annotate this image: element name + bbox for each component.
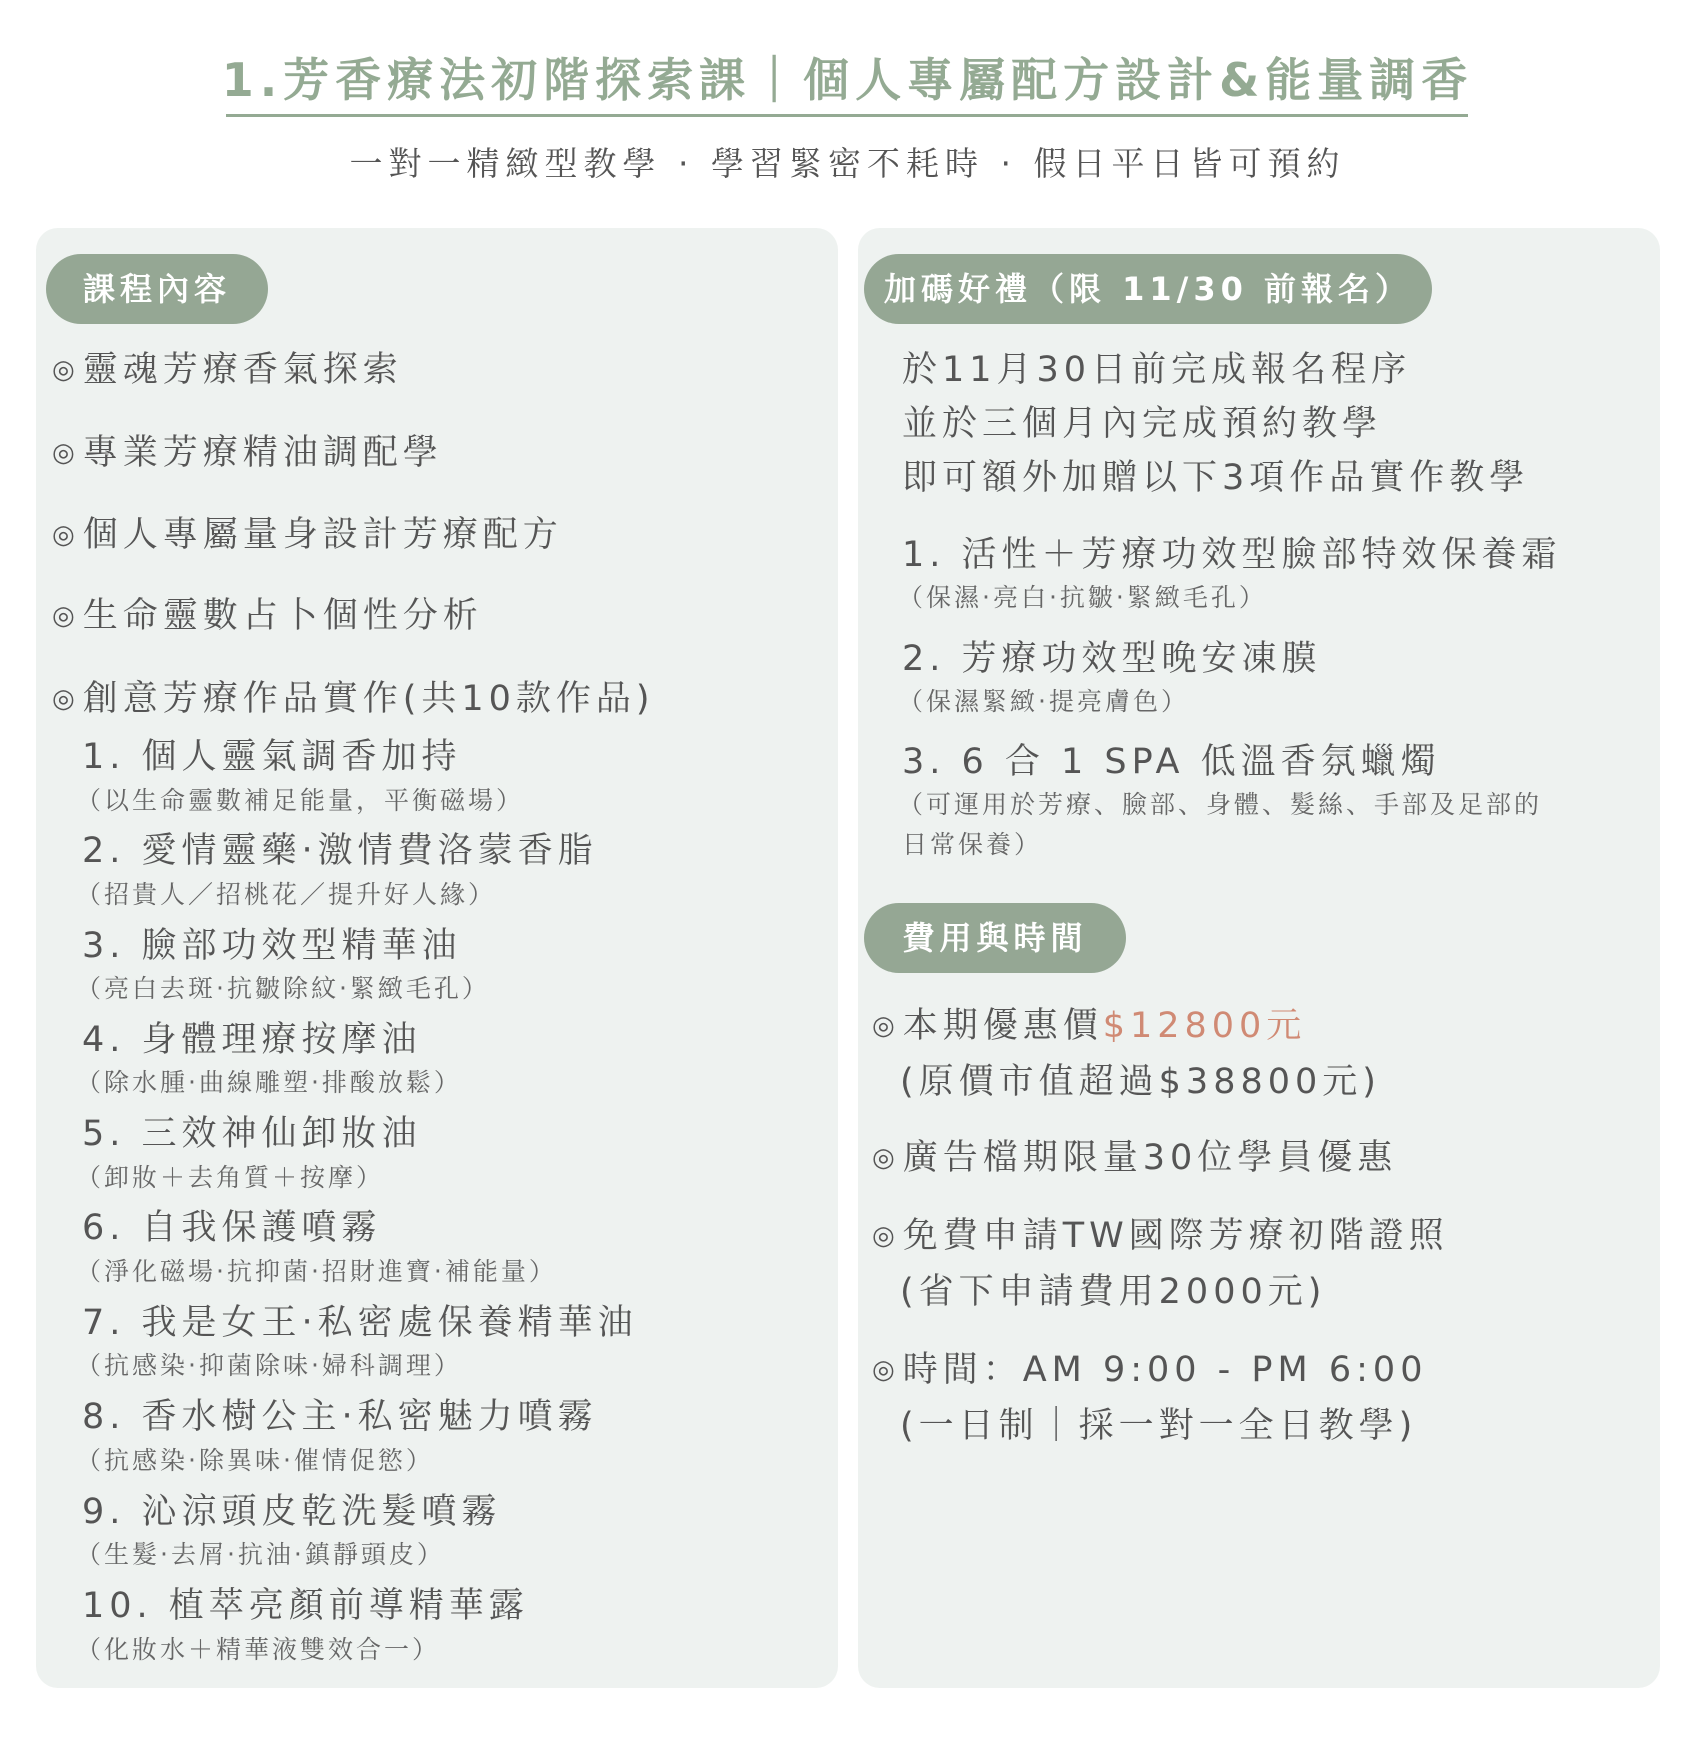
work-item-note: （以生命靈數補足能量，平衡磁場） (76, 786, 525, 815)
fee-cert-item (872, 1214, 1449, 1258)
work-item-title: 4. 身體理療按摩油 (82, 1020, 422, 1060)
price-value: $12800元 (1102, 1006, 1307, 1046)
work-item-note: （抗感染‧抑菌除味‧婦科調理） (76, 1351, 462, 1380)
course-bullet-text: 創意芳療作品實作(共10款作品) (82, 679, 655, 719)
bonus-item-title: 3. 6 合 1 SPA 低溫香氛蠟燭 (902, 742, 1441, 782)
cert-note: (省下申請費用2000元) (900, 1272, 1327, 1312)
bullet-icon: ◎ (52, 601, 75, 631)
fee-time-item (872, 1348, 1427, 1392)
course-bullet-text: 專業芳療精油調配學 (82, 433, 443, 473)
work-item-title: 3. 臉部功效型精華油 (82, 926, 462, 966)
work-item-title: 6. 自我保護噴霧 (82, 1208, 382, 1248)
work-item-note: （卸妝＋去角質＋按摩） (76, 1163, 385, 1192)
bullet-icon: ◎ (872, 1221, 895, 1251)
work-item-note: （除水腫‧曲線雕塑‧排酸放鬆） (76, 1068, 462, 1097)
page-subtitle: 一對一精緻型教學 · 學習緊密不耗時 · 假日平日皆可預約 (349, 144, 1346, 183)
fee-price-item (872, 1004, 1306, 1048)
fee-heading: 費用與時間 (864, 903, 1126, 973)
bullet-icon: ◎ (872, 1355, 895, 1385)
bonus-intro-line: 並於三個月內完成預約教學 (902, 404, 1383, 444)
bonus-item-title: 1. 活性＋芳療功效型臉部特效保養霜 (902, 535, 1562, 575)
page-title: 1.芳香療法初階探索課｜個人專屬配方設計&能量調香 (221, 53, 1474, 107)
work-item-title: 7. 我是女王‧私密處保養精華油 (82, 1303, 638, 1343)
course-bullet-text: 個人專屬量身設計芳療配方 (82, 515, 563, 555)
course-bullet-item (52, 513, 563, 557)
work-item-note: （生髮‧去屑‧抗油‧鎮靜頭皮） (76, 1540, 445, 1569)
course-content-heading: 課程內容 (46, 254, 268, 324)
work-item-note: （招貴人／招桃花／提升好人緣） (76, 880, 497, 909)
bullet-icon: ◎ (52, 438, 75, 468)
bonus-heading: 加碼好禮（限 11/30 前報名） (864, 254, 1432, 324)
work-item-title: 10. 植萃亮顏前導精華露 (82, 1586, 529, 1626)
bonus-item-note: （保濕‧亮白‧抗皺‧緊緻毛孔） (898, 583, 1267, 612)
bonus-item-note-cont: 日常保養） (902, 830, 1043, 859)
work-item-note: （亮白去斑‧抗皺除紋‧緊緻毛孔） (76, 974, 490, 1003)
bonus-intro-line: 即可額外加贈以下3項作品實作教學 (902, 458, 1530, 498)
bonus-intro-line: 於11月30日前完成報名程序 (902, 350, 1412, 390)
course-content-panel (36, 228, 838, 1688)
bullet-icon: ◎ (52, 684, 75, 714)
bullet-icon: ◎ (872, 1011, 895, 1041)
bullet-icon: ◎ (872, 1143, 895, 1173)
bonus-fee-panel (858, 228, 1660, 1688)
work-item-title: 5. 三效神仙卸妝油 (82, 1114, 422, 1154)
time-text: 時間：AM 9:00 - PM 6:00 (902, 1350, 1428, 1390)
cert-text: 免費申請TW國際芳療初階證照 (902, 1216, 1449, 1256)
work-item-title: 2. 愛情靈藥‧激情費洛蒙香脂 (82, 831, 598, 871)
title-underline (226, 114, 1468, 117)
work-item-note: （化妝水＋精華液雙效合一） (76, 1635, 441, 1664)
work-item-title: 9. 沁涼頭皮乾洗髮噴霧 (82, 1492, 502, 1532)
bonus-item-title: 2. 芳療功效型晚安凍膜 (902, 639, 1322, 679)
bullet-icon: ◎ (52, 355, 75, 385)
work-item-title: 8. 香水樹公主‧私密魅力噴霧 (82, 1397, 598, 1437)
fee-limit-item (872, 1136, 1397, 1180)
work-item-title: 1. 個人靈氣調香加持 (82, 737, 462, 777)
work-item-note: （淨化磁場‧抗抑菌‧招財進寶‧補能量） (76, 1257, 557, 1286)
price-original: (原價市值超過$38800元) (900, 1062, 1381, 1102)
course-bullet-item (52, 594, 483, 638)
limit-text: 廣告檔期限量30位學員優惠 (902, 1138, 1398, 1178)
course-bullet-text: 生命靈數占卜個性分析 (82, 596, 483, 636)
work-item-note: （抗感染‧除異味‧催情促慾） (76, 1446, 434, 1475)
course-bullet-item (52, 677, 655, 721)
bonus-item-note: （可運用於芳療、臉部、身體、髮絲、手部及足部的 (898, 790, 1543, 819)
course-bullet-text: 靈魂芳療香氣探索 (82, 350, 403, 390)
bonus-item-note: （保濕緊緻‧提亮膚色） (898, 687, 1189, 716)
course-bullet-item (52, 348, 403, 392)
course-bullet-item (52, 431, 443, 475)
bullet-icon: ◎ (52, 520, 75, 550)
price-label: 本期優惠價 (902, 1006, 1103, 1046)
time-note: (一日制｜採一對一全日教學) (900, 1406, 1418, 1446)
